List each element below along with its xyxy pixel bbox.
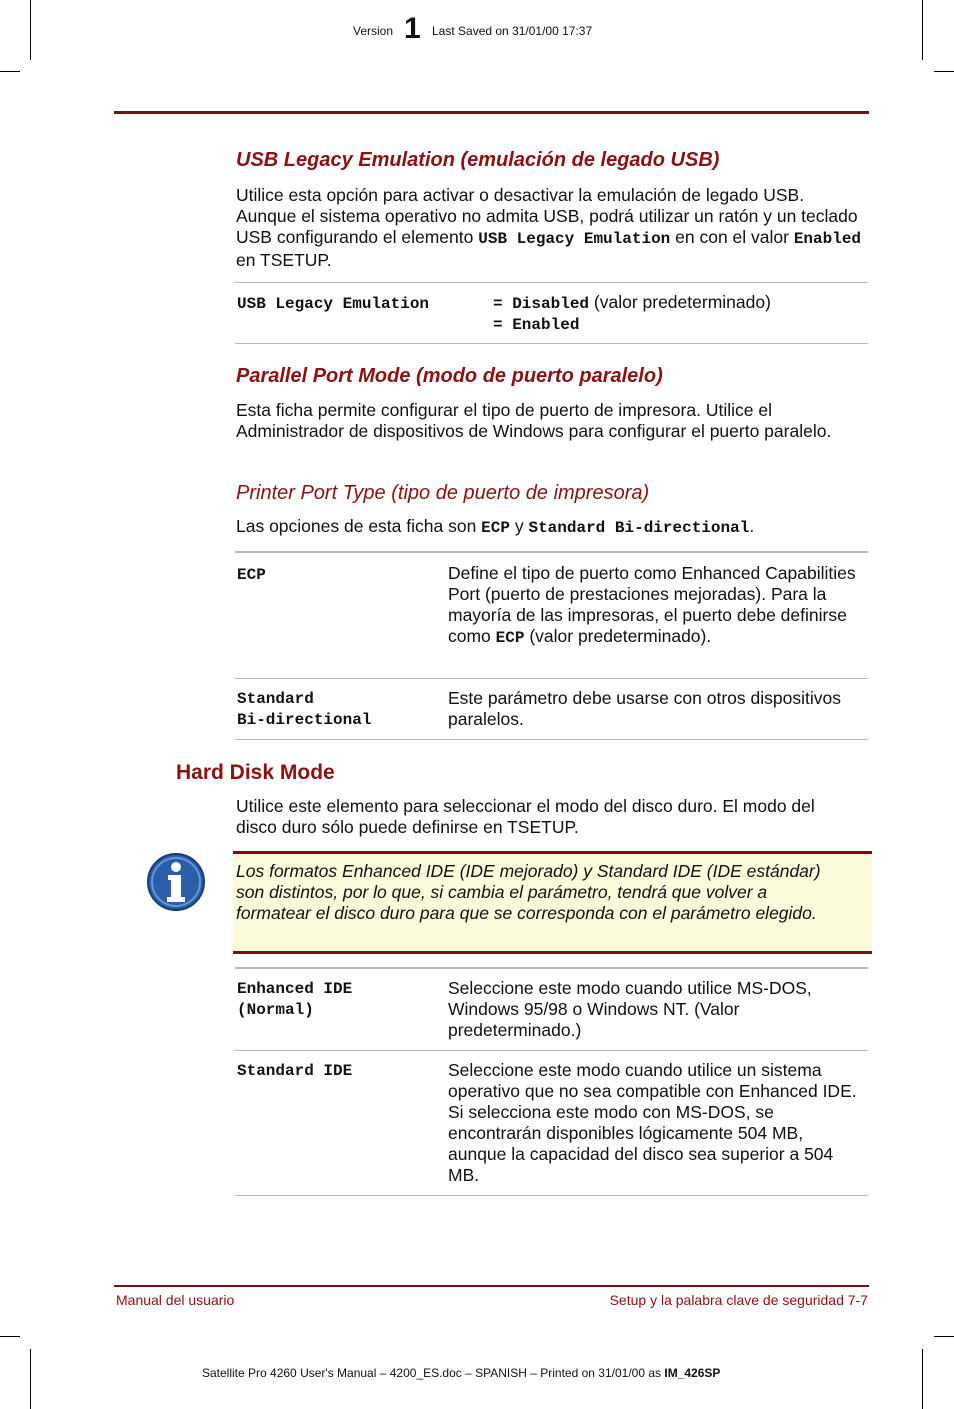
options-code-2: Standard Bi-directional bbox=[528, 519, 750, 537]
ecp-desc-code: ECP bbox=[495, 629, 525, 647]
parallel-heading: Parallel Port Mode (modo de puerto paralelo) bbox=[236, 365, 663, 387]
parallel-paragraph: Esta ficha permite configurar el tipo de puerto de impresora. Utilice el Administrador de dispositivos de Windows para configurar el puerto paralelo. bbox=[236, 400, 832, 441]
divider bbox=[235, 551, 868, 553]
note-text: Los formatos Enhanced IDE (IDE mejorado) y Standard IDE (IDE estándar) son distintos, por lo que, si cambia el parámetro, tendrá que volver a formatear el disco duro para que se corresponda con el parámetro elegido. bbox=[236, 861, 821, 923]
usb-option-1-value: = Disabled bbox=[493, 295, 590, 313]
print-line bbox=[202, 1366, 720, 1380]
divider bbox=[235, 282, 868, 283]
crop-mark bbox=[30, 1349, 31, 1409]
version-number: 1 bbox=[404, 12, 421, 45]
top-rule bbox=[114, 111, 869, 114]
print-line-code: IM_426SP bbox=[664, 1366, 721, 1380]
table-row-key: Standard bbox=[237, 690, 314, 708]
divider bbox=[235, 1050, 868, 1051]
divider bbox=[235, 739, 868, 740]
table-row-key: (Normal) bbox=[237, 1001, 314, 1019]
crop-mark bbox=[934, 71, 954, 72]
footer-rule bbox=[114, 1285, 869, 1287]
table-row-desc: Este parámetro debe usarse con otros dispositivos paralelos. bbox=[448, 688, 841, 729]
usb-text-2: en con el valor bbox=[670, 227, 794, 247]
options-end: . bbox=[749, 516, 755, 536]
usb-setting-label: USB Legacy Emulation bbox=[237, 295, 430, 313]
printer-port-options bbox=[236, 516, 868, 539]
usb-text-3: en TSETUP. bbox=[236, 250, 332, 270]
options-and: y bbox=[509, 516, 529, 536]
options-intro: Las opciones de esta ficha son bbox=[236, 516, 482, 536]
crop-mark bbox=[0, 71, 20, 72]
table-row-key: Bi-directional bbox=[237, 711, 372, 729]
footer-left: Manual del usuario bbox=[116, 1292, 235, 1308]
print-line-text: Satellite Pro 4260 User's Manual – 4200_ES.doc – SPANISH – Printed on 31/01/00 as bbox=[202, 1366, 665, 1380]
options-code-1: ECP bbox=[481, 519, 510, 537]
table-row-key: Enhanced IDE bbox=[237, 980, 353, 998]
divider bbox=[235, 967, 868, 969]
crop-mark bbox=[934, 1336, 954, 1337]
usb-text-1: Utilice esta opción para activar o desactivar la emulación de legado USB. Aunque el sistema operativo no admita USB, podrá utilizar un ratón y un teclado USB configurando el elemento bbox=[236, 185, 858, 247]
crop-mark bbox=[922, 0, 923, 60]
crop-mark bbox=[922, 1349, 923, 1409]
divider bbox=[235, 343, 868, 344]
version-label: Version bbox=[353, 24, 394, 38]
hdd-paragraph: Utilice este elemento para seleccionar el modo del disco duro. El modo del disco duro sólo puede definirse en TSETUP. bbox=[236, 796, 815, 837]
usb-code-2: Enabled bbox=[793, 230, 862, 248]
table-row-desc: Seleccione este modo cuando utilice un sistema operativo que no sea compatible con Enhanced IDE. Si selecciona este modo con MS-DOS, se encontrarán disponibles lógicamente 504 MB, aunque la capacidad del disco sea superior a 504 MB. bbox=[448, 1060, 857, 1185]
usb-paragraph bbox=[236, 185, 868, 271]
usb-code-1: USB Legacy Emulation bbox=[478, 230, 671, 248]
info-icon bbox=[146, 852, 206, 912]
divider bbox=[235, 678, 868, 679]
note-bottom-rule bbox=[233, 951, 872, 954]
divider bbox=[235, 1195, 868, 1196]
table-row-key: ECP bbox=[237, 566, 266, 584]
printer-port-subheading: Printer Port Type (tipo de puerto de impresora) bbox=[236, 482, 650, 504]
last-saved: Last Saved on 31/01/00 17:37 bbox=[432, 24, 593, 38]
usb-option-1-note: (valor predeterminado) bbox=[593, 292, 771, 312]
table-row-desc: Seleccione este modo cuando utilice MS-DOS, Windows 95/98 o Windows NT. (Valor predeterminado.) bbox=[448, 978, 812, 1040]
footer-right: Setup y la palabra clave de seguridad 7-7 bbox=[609, 1292, 868, 1308]
usb-heading: USB Legacy Emulation (emulación de legado USB) bbox=[236, 149, 720, 171]
table-row-desc bbox=[448, 563, 858, 649]
table-row-key: Standard IDE bbox=[237, 1062, 353, 1080]
note-box bbox=[233, 854, 872, 951]
usb-option-2: = Enabled bbox=[493, 316, 580, 334]
crop-mark bbox=[30, 0, 31, 60]
ecp-desc-2: (valor predeterminado). bbox=[524, 626, 712, 646]
ecp-desc-1: Define el tipo de puerto como Enhanced Capabilities Port (puerto de prestaciones mejoradas). Para la mayoría de las impresoras, el puerto debe definirse como bbox=[448, 563, 856, 646]
hdd-heading: Hard Disk Mode bbox=[176, 761, 335, 784]
crop-mark bbox=[0, 1336, 20, 1337]
usb-option-1 bbox=[493, 292, 771, 313]
